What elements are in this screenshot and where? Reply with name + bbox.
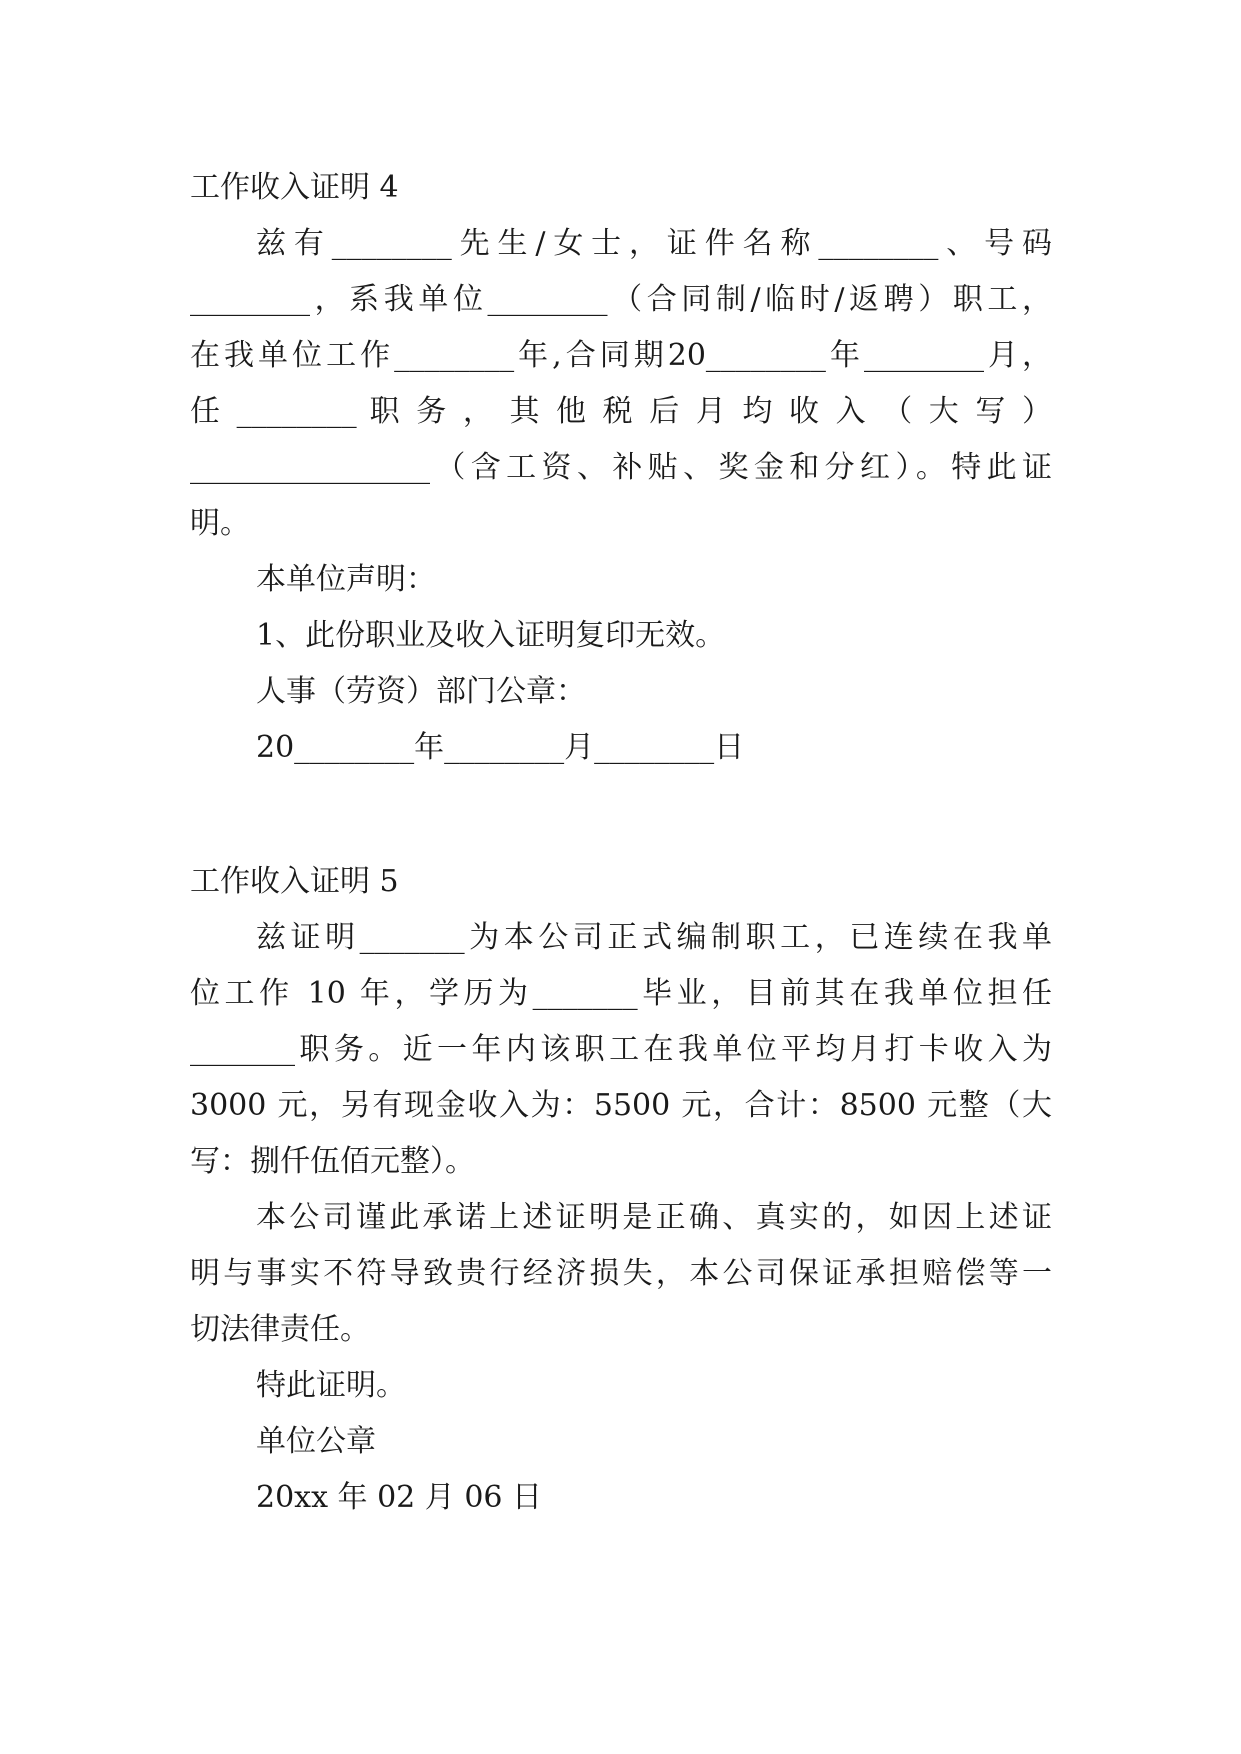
section5-para1-line2: 位工作 10 年，学历为_______毕业，目前其在我单位担任 (190, 976, 1052, 1011)
section5-para1-line1: 兹证明_______为本公司正式编制职工，已连续在我单 (256, 920, 1052, 955)
section5-para1-line3: _______职务。近一年内该职工在我单位平均月打卡收入为 (190, 1032, 1052, 1067)
section4-title: 工作收入证明 4 (190, 170, 399, 205)
section5-para1-line5: 写：捌仟伍佰元整）。 (190, 1144, 475, 1179)
section5-title: 工作收入证明 5 (190, 864, 399, 899)
section5-seal-label: 单位公章 (256, 1424, 376, 1459)
section4-para1-line6: 明。 (190, 506, 250, 541)
section4-declaration-title: 本单位声明： (256, 562, 436, 597)
section4-declaration-item: 1、此份职业及收入证明复印无效。 (256, 618, 726, 653)
section4-para1-line1: 兹有________先生/女士，证件名称________、号码 (256, 226, 1052, 261)
section5-para2-line1: 本公司谨此承诺上述证明是正确、真实的，如因上述证 (256, 1200, 1052, 1235)
section4-seal-label: 人事（劳资）部门公章： (256, 674, 586, 709)
section4-para1-line4: 任 ________ 职 务 ， 其 他 税 后 月 均 收 入 （ 大 写 ） (190, 394, 1052, 429)
section5-para2-line3: 切法律责任。 (190, 1312, 370, 1347)
section4-date-line: 20________年________月________日 (256, 730, 745, 765)
section5-date-line: 20xx 年 02 月 06 日 (256, 1480, 543, 1515)
section4-para1-line2: ________，系我单位________（合同制/临时/返聘）职工， (190, 282, 1052, 317)
section5-closing: 特此证明。 (256, 1368, 406, 1403)
section4-para1-line5: ________________（含工资、补贴、奖金和分红）。特此证 (190, 450, 1052, 485)
section4-para1-line3: 在我单位工作________年,合同期20________年________月， (190, 338, 1052, 373)
section5-para1-line4: 3000 元，另有现金收入为：5500 元，合计：8500 元整（大 (190, 1088, 1052, 1123)
section5-para2-line2: 明与事实不符导致贵行经济损失，本公司保证承担赔偿等一 (190, 1256, 1052, 1291)
